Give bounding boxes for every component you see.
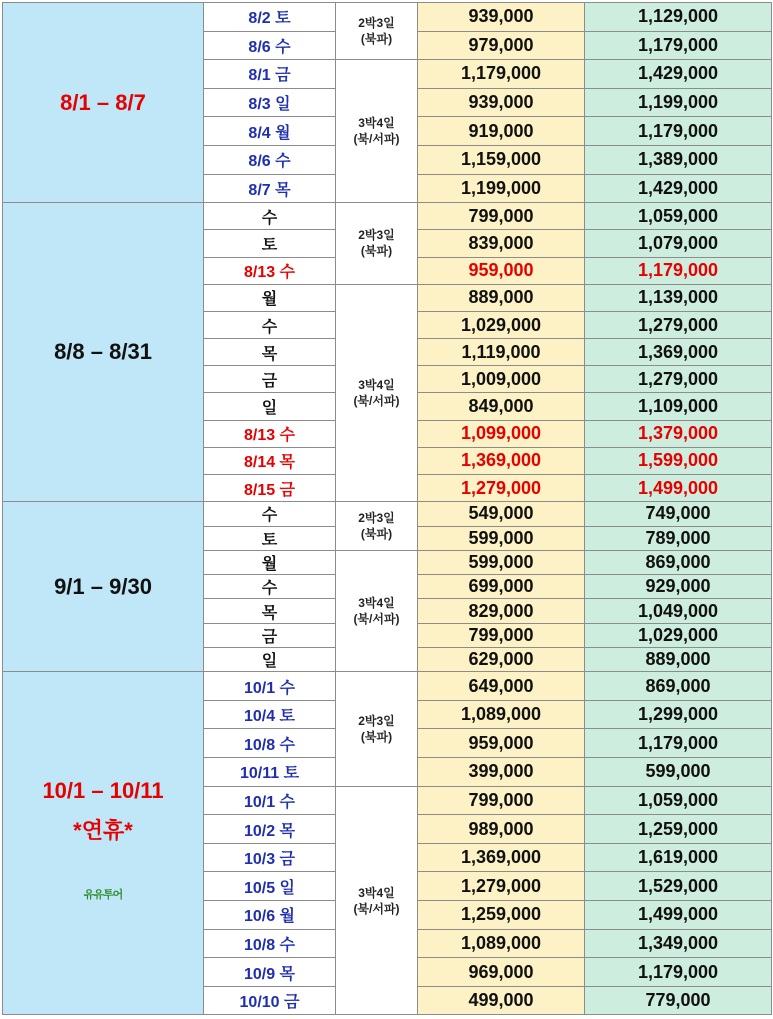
price-standard: 499,000 [418,986,585,1015]
tour-duration [336,550,418,671]
departure-date: 10/9 목 [204,958,336,987]
departure-date: 월 [204,550,336,574]
holiday-note: *연휴* [73,818,133,844]
price-standard: 939,000 [418,88,585,117]
departure-date: 수 [204,575,336,599]
departure-date: 일 [204,648,336,672]
price-standard: 889,000 [418,284,585,311]
price-premium: 1,259,000 [585,815,772,844]
price-premium: 1,299,000 [585,700,772,729]
tour-duration [336,203,418,285]
price-premium: 1,179,000 [585,117,772,146]
price-standard: 1,009,000 [418,366,585,393]
price-premium: 1,599,000 [585,447,772,474]
price-standard: 849,000 [418,393,585,420]
price-premium: 1,129,000 [585,3,772,32]
departure-date: 수 [204,311,336,338]
price-premium: 1,279,000 [585,311,772,338]
period-cell [3,203,204,502]
departure-date: 목 [204,339,336,366]
duration-route: (북파) [360,244,393,259]
price-premium: 1,059,000 [585,786,772,815]
price-premium: 1,349,000 [585,929,772,958]
departure-date: 10/5 일 [204,872,336,901]
price-premium: 1,389,000 [585,145,772,174]
price-premium: 1,499,000 [585,901,772,930]
price-standard: 1,199,000 [418,174,585,203]
price-premium: 1,179,000 [585,257,772,284]
duration-nights: 2박3일 [358,228,395,243]
duration-route: (북파) [360,527,393,542]
price-premium: 869,000 [585,672,772,701]
price-standard: 1,099,000 [418,420,585,447]
price-premium: 779,000 [585,986,772,1015]
price-standard: 979,000 [418,31,585,60]
price-standard: 939,000 [418,3,585,32]
departure-date: 금 [204,623,336,647]
tour-price-table [2,2,772,1015]
price-premium: 889,000 [585,648,772,672]
departure-date: 8/3 일 [204,88,336,117]
price-premium: 929,000 [585,575,772,599]
price-premium: 1,059,000 [585,203,772,230]
departure-date: 10/2 목 [204,815,336,844]
price-standard: 1,119,000 [418,339,585,366]
table-row [3,672,772,701]
price-standard: 1,179,000 [418,60,585,89]
tour-duration [336,60,418,203]
departure-date: 10/3 금 [204,843,336,872]
price-premium: 1,199,000 [585,88,772,117]
period-label: 9/1 – 9/30 [54,573,152,599]
price-standard: 959,000 [418,729,585,758]
duration-route: (북파) [360,729,393,744]
price-standard: 969,000 [418,958,585,987]
price-premium: 1,079,000 [585,230,772,257]
price-premium: 1,049,000 [585,599,772,623]
departure-date: 8/1 금 [204,60,336,89]
period-cell [3,3,204,203]
period-label: 8/8 – 8/31 [54,339,152,365]
tour-duration [336,502,418,551]
price-premium: 1,529,000 [585,872,772,901]
price-standard: 959,000 [418,257,585,284]
price-premium: 1,029,000 [585,623,772,647]
duration-route: (북/서파) [353,393,400,408]
period-label: 8/1 – 8/7 [60,89,146,115]
duration-nights: 3박4일 [358,885,395,900]
departure-date: 10/1 수 [204,786,336,815]
duration-nights: 2박3일 [358,511,395,526]
departure-date: 월 [204,284,336,311]
price-standard: 1,029,000 [418,311,585,338]
departure-date: 수 [204,203,336,230]
price-standard: 629,000 [418,648,585,672]
departure-date: 8/7 목 [204,174,336,203]
price-premium: 1,179,000 [585,31,772,60]
price-standard: 549,000 [418,502,585,526]
price-premium: 1,499,000 [585,475,772,502]
table-row [3,203,772,230]
price-standard: 1,279,000 [418,872,585,901]
duration-route: (북파) [360,32,393,47]
departure-date: 8/13 수 [204,257,336,284]
tour-duration [336,672,418,786]
price-standard: 829,000 [418,599,585,623]
tour-logo: 유유투어 [83,889,123,902]
price-premium: 1,429,000 [585,174,772,203]
tour-duration [336,3,418,60]
departure-date: 토 [204,230,336,257]
price-premium: 1,139,000 [585,284,772,311]
departure-date: 10/8 수 [204,929,336,958]
duration-nights: 3박4일 [358,596,395,611]
departure-date: 일 [204,393,336,420]
table-row [3,502,772,526]
period-label: 10/1 – 10/11 [42,778,164,804]
price-standard: 699,000 [418,575,585,599]
departure-date: 10/1 수 [204,672,336,701]
tour-duration [336,786,418,1015]
price-standard: 1,259,000 [418,901,585,930]
price-premium: 1,619,000 [585,843,772,872]
price-premium: 1,109,000 [585,393,772,420]
duration-nights: 2박3일 [358,713,395,728]
price-standard: 1,159,000 [418,145,585,174]
price-premium: 1,179,000 [585,958,772,987]
price-standard: 1,089,000 [418,700,585,729]
price-standard: 919,000 [418,117,585,146]
departure-date: 금 [204,366,336,393]
departure-date: 8/6 수 [204,145,336,174]
price-standard: 1,089,000 [418,929,585,958]
departure-date: 목 [204,599,336,623]
price-standard: 1,369,000 [418,843,585,872]
price-standard: 799,000 [418,786,585,815]
departure-date: 8/14 목 [204,447,336,474]
period-cell [3,672,204,1015]
duration-route: (북/서파) [353,612,400,627]
departure-date: 8/2 토 [204,3,336,32]
departure-date: 10/4 토 [204,700,336,729]
price-standard: 599,000 [418,526,585,550]
duration-route: (북/서파) [353,901,400,916]
departure-date: 8/15 금 [204,475,336,502]
price-standard: 989,000 [418,815,585,844]
departure-date: 10/8 수 [204,729,336,758]
price-premium: 1,379,000 [585,420,772,447]
table-row [3,3,772,32]
duration-nights: 3박4일 [358,377,395,392]
departure-date: 8/6 수 [204,31,336,60]
price-standard: 1,369,000 [418,447,585,474]
price-premium: 1,369,000 [585,339,772,366]
price-standard: 649,000 [418,672,585,701]
price-premium: 1,429,000 [585,60,772,89]
price-premium: 599,000 [585,758,772,787]
departure-date: 10/11 토 [204,758,336,787]
price-premium: 789,000 [585,526,772,550]
price-premium: 749,000 [585,502,772,526]
departure-date: 토 [204,526,336,550]
price-standard: 799,000 [418,623,585,647]
price-standard: 839,000 [418,230,585,257]
tour-duration [336,284,418,502]
price-premium: 1,179,000 [585,729,772,758]
price-standard: 599,000 [418,550,585,574]
price-standard: 799,000 [418,203,585,230]
departure-date: 수 [204,502,336,526]
duration-nights: 2박3일 [358,16,395,31]
price-premium: 869,000 [585,550,772,574]
duration-nights: 3박4일 [358,116,395,131]
price-premium: 1,279,000 [585,366,772,393]
departure-date: 10/6 월 [204,901,336,930]
duration-route: (북/서파) [353,132,400,147]
price-standard: 399,000 [418,758,585,787]
departure-date: 8/4 월 [204,117,336,146]
departure-date: 8/13 수 [204,420,336,447]
price-standard: 1,279,000 [418,475,585,502]
departure-date: 10/10 금 [204,986,336,1015]
period-cell [3,502,204,672]
